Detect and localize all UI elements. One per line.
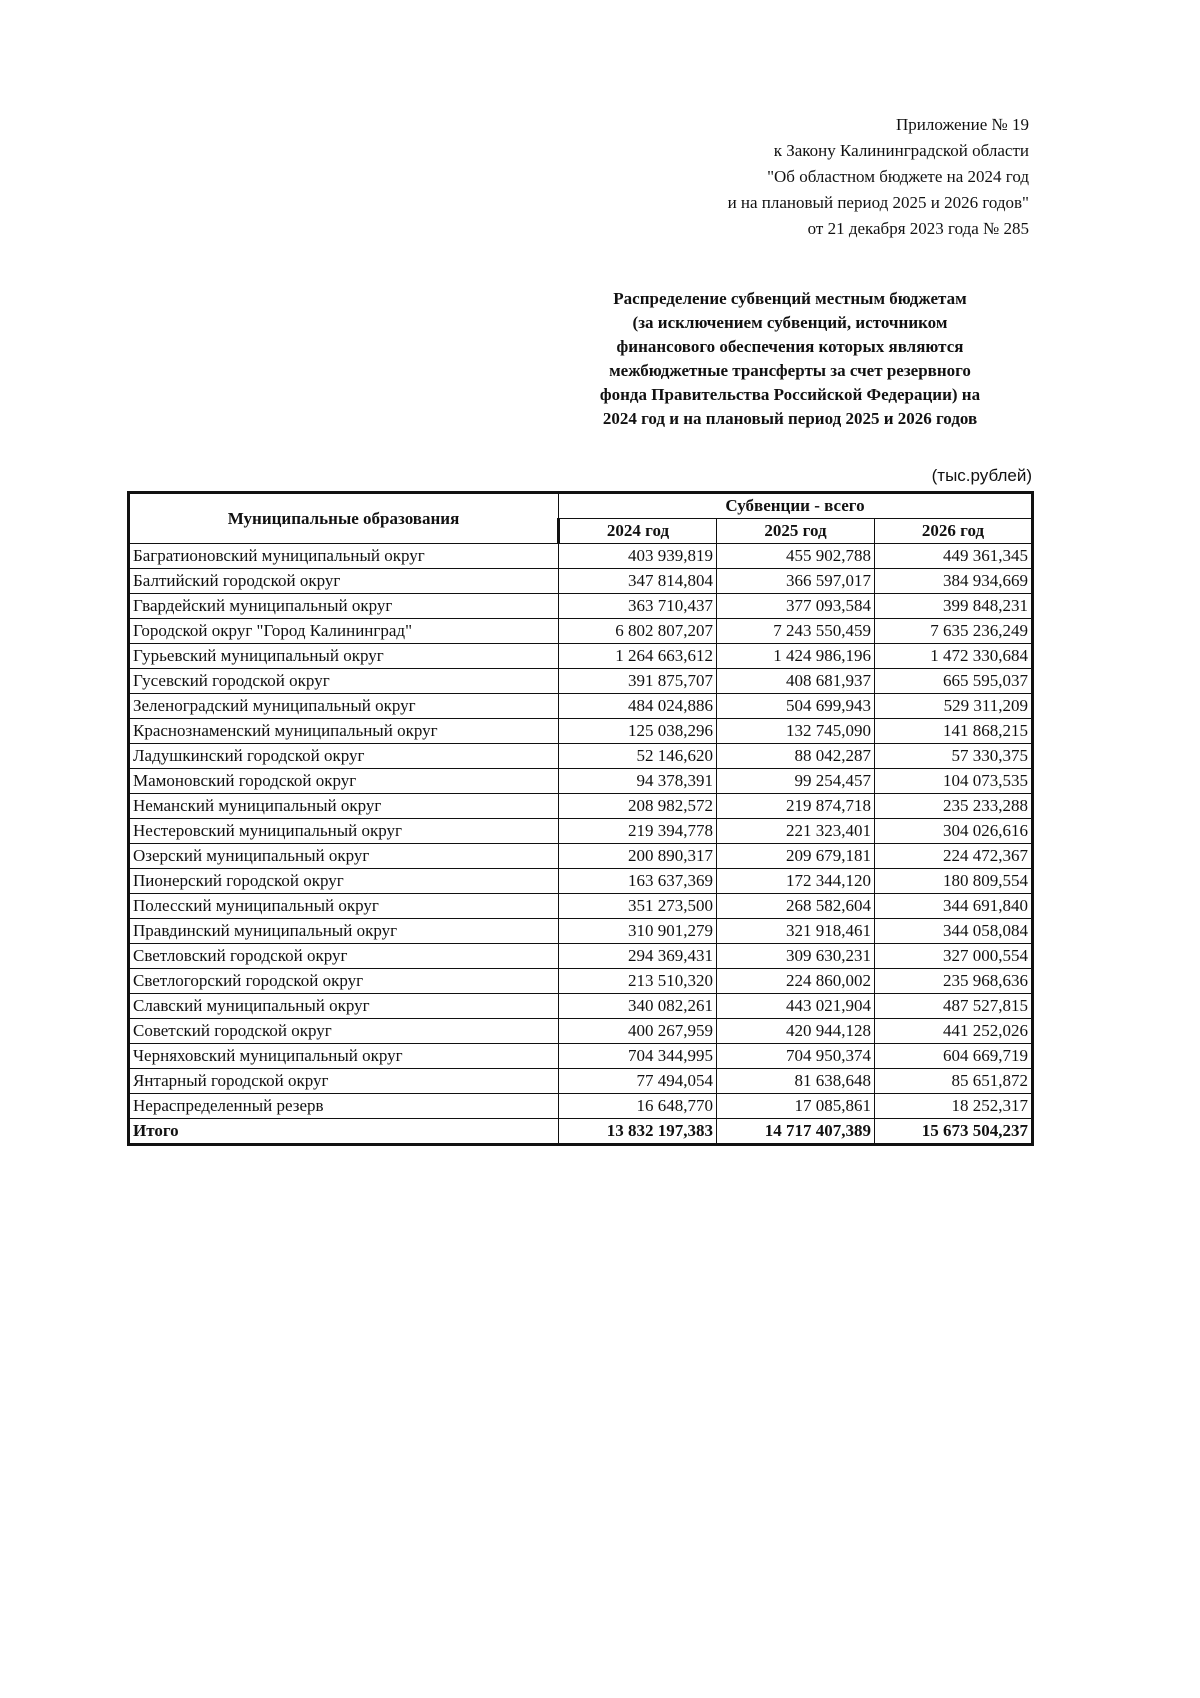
municipality-name-cell: Светлогорский городской округ xyxy=(129,969,559,994)
table-row xyxy=(129,969,1033,994)
document-title xyxy=(570,287,1010,431)
municipality-name-cell: Мамоновский городской округ xyxy=(129,769,559,794)
subventions-table xyxy=(127,491,1034,1146)
value-2024-cell: 213 510,320 xyxy=(559,969,717,994)
units-label: (тыс.рублей) xyxy=(931,466,1032,485)
table-row xyxy=(129,744,1033,769)
value-2026-cell: 304 026,616 xyxy=(875,819,1033,844)
value-2026-cell: 344 691,840 xyxy=(875,894,1033,919)
value-2024-cell: 94 378,391 xyxy=(559,769,717,794)
year-header-2026: 2026 год xyxy=(875,519,1033,544)
value-2024-cell: 403 939,819 xyxy=(559,544,717,569)
value-2026-cell: 224 472,367 xyxy=(875,844,1033,869)
table-total-row xyxy=(129,1119,1033,1145)
value-2026-cell: 15 673 504,237 xyxy=(875,1119,1033,1145)
table-row xyxy=(129,719,1033,744)
value-2026-cell: 399 848,231 xyxy=(875,594,1033,619)
value-2025-cell: 408 681,937 xyxy=(717,669,875,694)
table-row xyxy=(129,769,1033,794)
annex-law: к Закону Калининградской области xyxy=(773,141,1029,160)
annex-reference xyxy=(728,112,1029,242)
value-2025-cell: 377 093,584 xyxy=(717,594,875,619)
municipality-name-cell: Правдинский муниципальный округ xyxy=(129,919,559,944)
municipality-name-cell: Озерский муниципальный округ xyxy=(129,844,559,869)
value-2025-cell: 455 902,788 xyxy=(717,544,875,569)
municipality-name-cell: Нераспределенный резерв xyxy=(129,1094,559,1119)
value-2025-cell: 420 944,128 xyxy=(717,1019,875,1044)
value-2026-cell: 529 311,209 xyxy=(875,694,1033,719)
value-2026-cell: 7 635 236,249 xyxy=(875,619,1033,644)
value-2025-cell: 7 243 550,459 xyxy=(717,619,875,644)
value-2026-cell: 449 361,345 xyxy=(875,544,1033,569)
municipality-name-cell: Багратионовский муниципальный округ xyxy=(129,544,559,569)
value-2024-cell: 1 264 663,612 xyxy=(559,644,717,669)
value-2026-cell: 665 595,037 xyxy=(875,669,1033,694)
value-2024-cell: 163 637,369 xyxy=(559,869,717,894)
municipality-name-cell: Неманский муниципальный округ xyxy=(129,794,559,819)
municipality-name-cell: Гурьевский муниципальный округ xyxy=(129,644,559,669)
value-2025-cell: 268 582,604 xyxy=(717,894,875,919)
table-row xyxy=(129,844,1033,869)
title-line-4: межбюджетные трансферты за счет резервного xyxy=(609,361,971,380)
value-2025-cell: 17 085,861 xyxy=(717,1094,875,1119)
value-2024-cell: 125 038,296 xyxy=(559,719,717,744)
value-2025-cell: 1 424 986,196 xyxy=(717,644,875,669)
value-2026-cell: 604 669,719 xyxy=(875,1044,1033,1069)
municipality-name-cell: Гусевский городской округ xyxy=(129,669,559,694)
value-2026-cell: 327 000,554 xyxy=(875,944,1033,969)
municipality-name-cell: Зеленоградский муниципальный округ xyxy=(129,694,559,719)
value-2024-cell: 340 082,261 xyxy=(559,994,717,1019)
title-line-1: Распределение субвенций местным бюджетам xyxy=(613,289,967,308)
value-2026-cell: 344 058,084 xyxy=(875,919,1033,944)
value-2025-cell: 221 323,401 xyxy=(717,819,875,844)
value-2026-cell: 487 527,815 xyxy=(875,994,1033,1019)
value-2026-cell: 180 809,554 xyxy=(875,869,1033,894)
table-row xyxy=(129,619,1033,644)
value-2024-cell: 400 267,959 xyxy=(559,1019,717,1044)
municipality-name-cell: Славский муниципальный округ xyxy=(129,994,559,1019)
title-line-3: финансового обеспечения которых являются xyxy=(616,337,964,356)
table-row xyxy=(129,894,1033,919)
value-2024-cell: 351 273,500 xyxy=(559,894,717,919)
value-2025-cell: 14 717 407,389 xyxy=(717,1119,875,1145)
value-2026-cell: 57 330,375 xyxy=(875,744,1033,769)
value-2024-cell: 6 802 807,207 xyxy=(559,619,717,644)
annex-date: от 21 декабря 2023 года № 285 xyxy=(807,219,1029,238)
value-2024-cell: 52 146,620 xyxy=(559,744,717,769)
table-row xyxy=(129,869,1033,894)
municipality-name-cell: Городской округ "Город Калининград" xyxy=(129,619,559,644)
value-2026-cell: 1 472 330,684 xyxy=(875,644,1033,669)
table-row xyxy=(129,1019,1033,1044)
table-row xyxy=(129,1044,1033,1069)
year-header-2024: 2024 год xyxy=(559,519,717,544)
value-2026-cell: 85 651,872 xyxy=(875,1069,1033,1094)
value-2024-cell: 16 648,770 xyxy=(559,1094,717,1119)
value-2024-cell: 484 024,886 xyxy=(559,694,717,719)
value-2025-cell: 504 699,943 xyxy=(717,694,875,719)
value-2026-cell: 384 934,669 xyxy=(875,569,1033,594)
municipality-name-cell: Светловский городской округ xyxy=(129,944,559,969)
annex-number: Приложение № 19 xyxy=(896,115,1029,134)
value-2025-cell: 309 630,231 xyxy=(717,944,875,969)
value-2025-cell: 321 918,461 xyxy=(717,919,875,944)
table-row xyxy=(129,994,1033,1019)
table-row xyxy=(129,594,1033,619)
table-body xyxy=(129,544,1033,1145)
table-row xyxy=(129,944,1033,969)
value-2026-cell: 235 968,636 xyxy=(875,969,1033,994)
value-2025-cell: 209 679,181 xyxy=(717,844,875,869)
value-2024-cell: 347 814,804 xyxy=(559,569,717,594)
table-row xyxy=(129,1094,1033,1119)
municipality-name-cell: Советский городской округ xyxy=(129,1019,559,1044)
value-2024-cell: 77 494,054 xyxy=(559,1069,717,1094)
table-header-row xyxy=(129,493,1033,519)
table-row xyxy=(129,794,1033,819)
title-line-5: фонда Правительства Российской Федерации) на xyxy=(599,385,981,404)
value-2024-cell: 294 369,431 xyxy=(559,944,717,969)
value-2025-cell: 172 344,120 xyxy=(717,869,875,894)
table-row xyxy=(129,1069,1033,1094)
value-2026-cell: 235 233,288 xyxy=(875,794,1033,819)
value-2024-cell: 363 710,437 xyxy=(559,594,717,619)
municipality-name-cell: Краснознаменский муниципальный округ xyxy=(129,719,559,744)
table-row xyxy=(129,569,1033,594)
value-2025-cell: 81 638,648 xyxy=(717,1069,875,1094)
value-2025-cell: 704 950,374 xyxy=(717,1044,875,1069)
municipality-name-cell: Балтийский городской округ xyxy=(129,569,559,594)
value-2025-cell: 88 042,287 xyxy=(717,744,875,769)
table-row xyxy=(129,669,1033,694)
value-2025-cell: 132 745,090 xyxy=(717,719,875,744)
municipality-name-cell: Ладушкинский городской округ xyxy=(129,744,559,769)
title-line-2: (за исключением субвенций, источником xyxy=(632,313,948,332)
value-2025-cell: 366 597,017 xyxy=(717,569,875,594)
value-2024-cell: 219 394,778 xyxy=(559,819,717,844)
value-2024-cell: 13 832 197,383 xyxy=(559,1119,717,1145)
municipality-name-cell: Гвардейский муниципальный округ xyxy=(129,594,559,619)
title-line-6: 2024 год и на плановый период 2025 и 2026 годов xyxy=(602,409,978,428)
year-header-2025: 2025 год xyxy=(717,519,875,544)
municipality-name-cell: Пионерский городской округ xyxy=(129,869,559,894)
annex-law-period: и на плановый период 2025 и 2026 годов" xyxy=(727,193,1029,212)
value-2024-cell: 391 875,707 xyxy=(559,669,717,694)
table-row xyxy=(129,819,1033,844)
table-row xyxy=(129,544,1033,569)
column-header-subventions-total: Субвенции - всего xyxy=(559,493,1033,519)
table-row xyxy=(129,919,1033,944)
value-2024-cell: 310 901,279 xyxy=(559,919,717,944)
municipality-name-cell: Янтарный городской округ xyxy=(129,1069,559,1094)
table-row xyxy=(129,644,1033,669)
municipality-name-cell: Черняховский муниципальный округ xyxy=(129,1044,559,1069)
column-header-municipality: Муниципальные образования xyxy=(129,493,559,544)
municipality-name-cell: Полесский муниципальный округ xyxy=(129,894,559,919)
value-2025-cell: 219 874,718 xyxy=(717,794,875,819)
municipality-name-cell: Нестеровский муниципальный округ xyxy=(129,819,559,844)
value-2026-cell: 441 252,026 xyxy=(875,1019,1033,1044)
value-2026-cell: 141 868,215 xyxy=(875,719,1033,744)
value-2026-cell: 18 252,317 xyxy=(875,1094,1033,1119)
value-2025-cell: 224 860,002 xyxy=(717,969,875,994)
value-2025-cell: 99 254,457 xyxy=(717,769,875,794)
municipality-name-cell: Итого xyxy=(129,1119,559,1145)
value-2024-cell: 200 890,317 xyxy=(559,844,717,869)
value-2026-cell: 104 073,535 xyxy=(875,769,1033,794)
value-2025-cell: 443 021,904 xyxy=(717,994,875,1019)
table-row xyxy=(129,694,1033,719)
annex-law-title: "Об областном бюджете на 2024 год xyxy=(767,167,1029,186)
value-2024-cell: 704 344,995 xyxy=(559,1044,717,1069)
value-2024-cell: 208 982,572 xyxy=(559,794,717,819)
